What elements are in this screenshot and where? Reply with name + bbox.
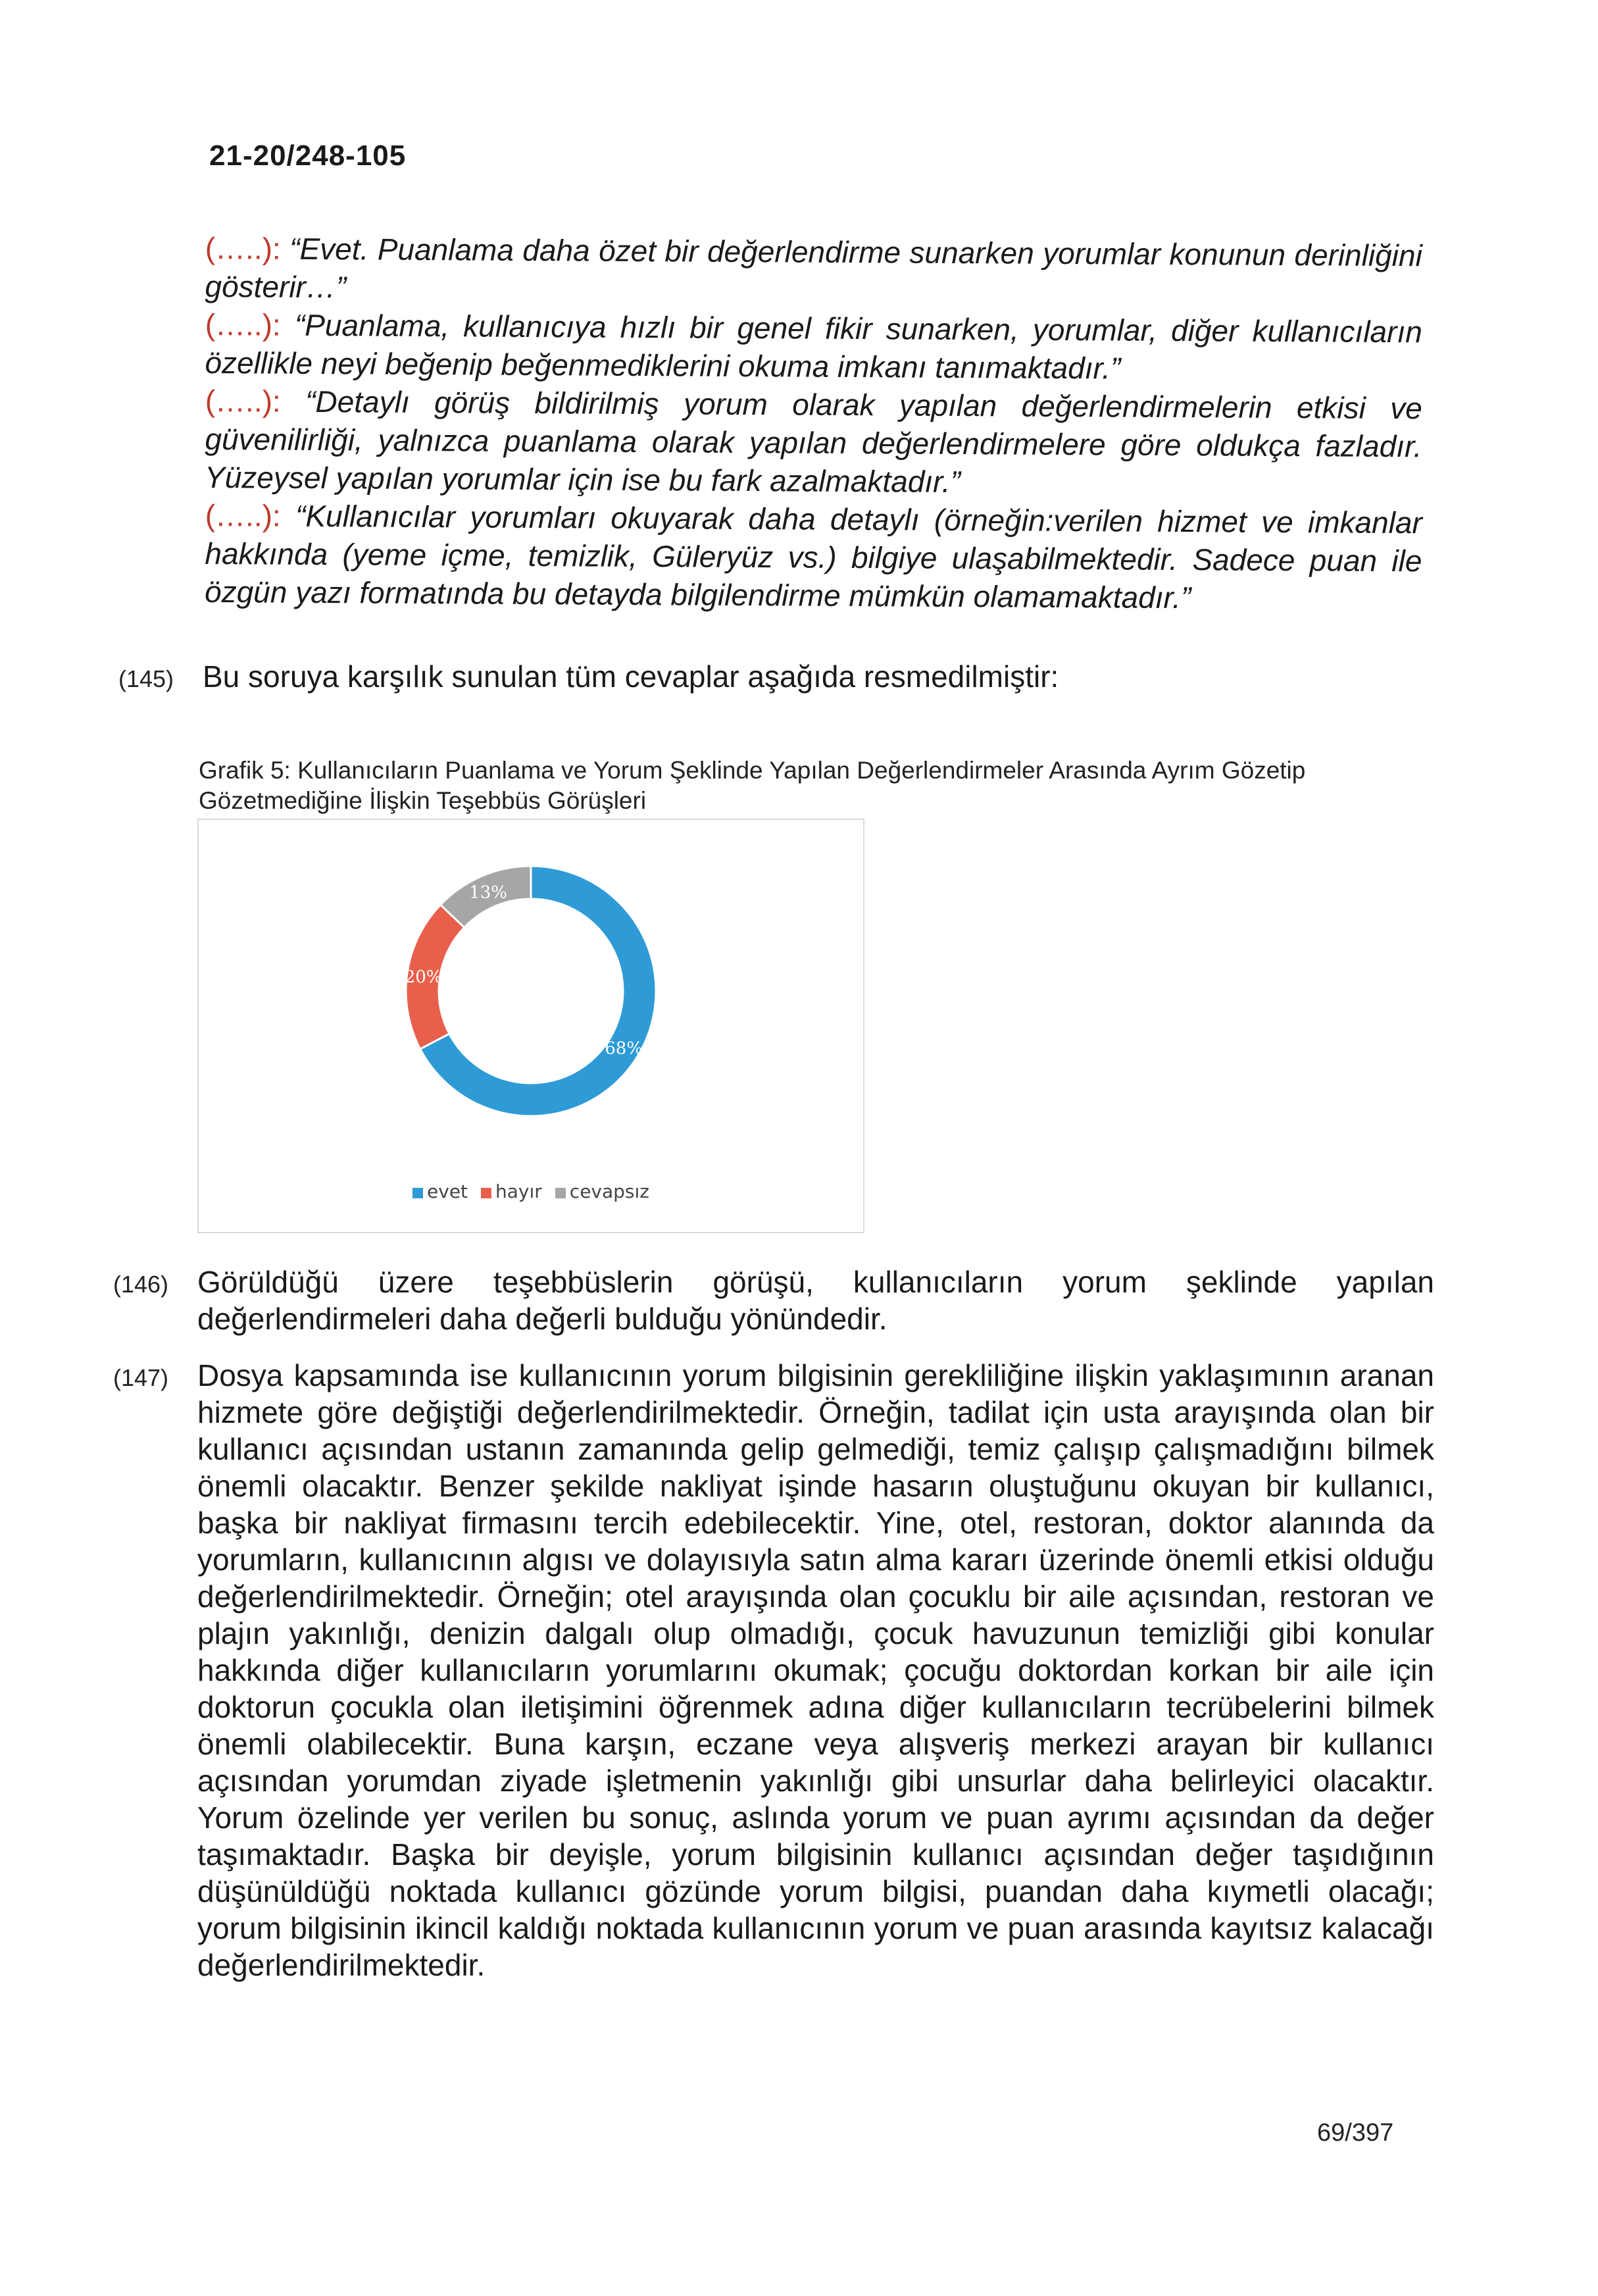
paragraph-number: (146): [113, 1271, 169, 1298]
quote-source: (…..):: [205, 230, 281, 266]
quote-2: [205, 305, 1422, 389]
donut-chart-svg: [199, 820, 863, 1175]
legend-item-evet: [412, 1181, 468, 1202]
page-number: 69/397: [1317, 2119, 1394, 2147]
paragraph-number: (145): [118, 665, 174, 692]
paragraph-147: [113, 1357, 1434, 1983]
donut-chart: [197, 819, 864, 1233]
quote-source: (…..):: [205, 307, 281, 342]
quote-text: “Evet. Puanlama daha özet bir değerlendirme sunarken yorumlar konunun derinliğini gösterir…”: [205, 231, 1422, 305]
quotes-block: [204, 229, 1422, 615]
legend-label: evet: [427, 1181, 468, 1202]
paragraph-number: (147): [113, 1364, 169, 1391]
quote-3: [205, 382, 1422, 503]
data-label-evet: 68%: [605, 1038, 643, 1059]
legend-item-hayır: [481, 1181, 542, 1202]
document-id: 21-20/248-105: [209, 140, 407, 172]
legend-swatch: [412, 1188, 423, 1198]
quote-text: “Detaylı görüş bildirilmiş yorum olarak yapılan değerlendirmelerin etkisi ve güvenilirliği, yalnızca puanlama olarak yapılan değerlendirmelere göre oldukça fazladır. Yüzeysel yapılan yorumlar için ise bu fark azalmaktadır.”: [204, 384, 1422, 499]
paragraph-text: Bu soruya karşılık sunulan tüm cevaplar aşağıda resmedilmiştir:: [203, 659, 1059, 694]
legend-swatch: [555, 1188, 566, 1198]
paragraph-text: Görüldüğü üzere teşebbüslerin görüşü, kullanıcıların yorum şeklinde yapılan değerlendirmeleri daha değerli bulduğu yönündedir.: [197, 1265, 1434, 1336]
paragraph-145: [118, 658, 1426, 695]
chart-legend: [199, 1181, 863, 1202]
quote-source: (…..):: [205, 383, 281, 419]
quote-text: “Puanlama, kullanıcıya hızlı bir genel fikir sunarken, yorumlar, diğer kullanıcıların özellikle neyi beğenip beğenmediklerini okuma imkanı tanımaktadır.”: [205, 307, 1422, 386]
quote-source: (…..):: [205, 497, 281, 533]
quote-text: “Kullanıcılar yorumları okuyarak daha detaylı (örneğin:verilen hizmet ve imkanlar hakkında (yeme içme, temizlik, Güleryüz vs.) bilgiye ulaşabilmektedir. Sadece puan ile özgün yazı formatında bu detayda bilgilendirme mümkün olamamaktadır.”: [204, 498, 1422, 615]
data-label-cevapsız: 13%: [469, 882, 507, 903]
legend-item-cevapsız: [555, 1181, 649, 1202]
legend-swatch: [481, 1188, 491, 1198]
data-label-hayır: 20%: [404, 967, 443, 987]
legend-label: cevapsız: [569, 1181, 649, 1202]
paragraph-text: Dosya kapsamında ise kullanıcının yorum bilgisinin gerekliliğine ilişkin yaklaşımının aranan hizmete göre değiştiği değerlendirilmektedir. Örneğin, tadilat için usta arayışında olan bir kullanıcı açısından ustanın zamanında gelip gelmediği, temiz çalışıp çalışmadığını bilmek önemli olacaktır. Benzer şekilde nakliyat işinde hasarın oluştuğunu okuyan bir kullanıcı, başka bir nakliyat firmasını tercih edebilecektir. Yine, otel, restoran, doktor alanında da yorumların, kullanıcının algısı ve dolayısıyla satın alma kararı üzerinde önemli etkisi olduğu değerlendirilmektedir. Örneğin; otel arayışında olan çocuklu bir aile açısından, restoran ve plajın yakınlığı, denizin dalgalı olup olmadığı, çocuk havuzunun temizliği gibi konular hakkında diğer kullanıcıların yorumlarını okumak; çocuğu doktordan korkan bir aile için doktorun çocukla olan iletişimini öğrenmek adına diğer kullanıcıların tecrübelerini bilmek önemli olabilecektir. Buna karşın, eczane veya alışveriş merkezi arayan bir kullanıcı açısından yorumdan ziyade işletmenin yakınlığı gibi unsurlar daha belirleyici olacaktır. Yorum özelinde yer verilen bu sonuç, aslında yorum ve puan ayrımı açısından da değer taşımaktadır. Başka bir deyişle, yorum bilgisinin kullanıcı açısından değer taşıdığının düşünüldüğü noktada kullanıcı gözünde yorum bilgisi, puandan daha kıymetli olacağı; yorum bilgisinin ikincil kaldığı noktada kullanıcının yorum ve puan arasında kayıtsız kalacağı değerlendirilmektedir.: [197, 1358, 1434, 1982]
paragraph-146: [113, 1263, 1434, 1337]
quote-4: [205, 496, 1422, 618]
legend-label: hayır: [495, 1181, 542, 1202]
quote-1: [205, 229, 1422, 313]
chart-caption: Grafik 5: Kullanıcıların Puanlama ve Yorum Şeklinde Yapılan Değerlendirmeler Arasında Ayrım Gözetip Gözetmediğine İlişkin Teşebbüs Görüşleri: [199, 757, 1306, 814]
